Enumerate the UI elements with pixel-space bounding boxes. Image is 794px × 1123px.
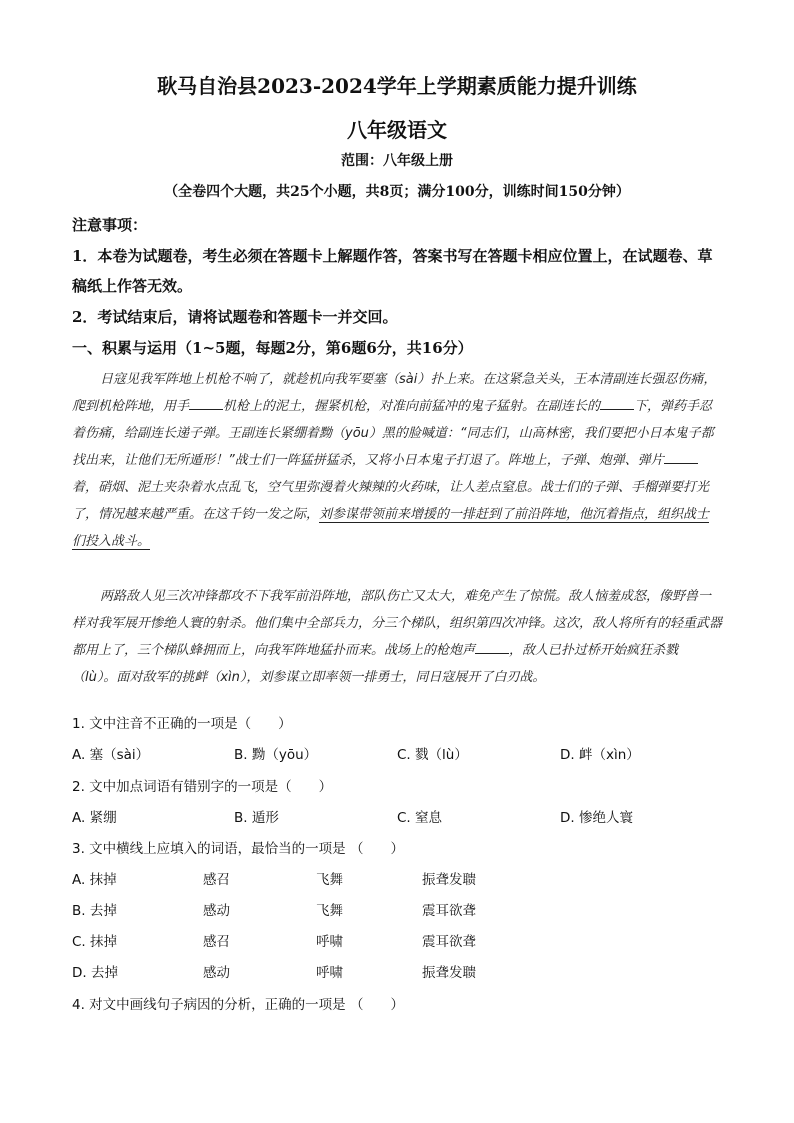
question-1-stem: 1. 文中注音不正确的一项是（ ） (72, 716, 292, 732)
option-word: A. 抹掉 (72, 872, 117, 888)
answer-blank (189, 397, 223, 410)
option-word: B. 去掉 (72, 903, 117, 919)
question-3-option-c[interactable] (72, 930, 722, 950)
underlined-sentence: 刘参谋带领前来增援的一排赶到了前沿阵地，他沉着指点，组织战士们投入战斗。 (72, 507, 710, 549)
exam-title: 耿马自治县2023-2024学年上学期素质能力提升训练 (157, 74, 637, 98)
question-2-stem: 2. 文中加点词语有错别字的一项是（ ） (72, 779, 333, 795)
option-word: 振聋发聩 (422, 965, 476, 981)
option-d[interactable]: D. 惨绝人寰 (560, 810, 633, 826)
passage-text: 着，硝烟、泥土夹杂着水点乱飞，空气里弥漫着火辣辣的火药味，让人差点窒息。战士们的子弹、手榴弹要打光了，情况越来越严重。在这千钧一发之际， (72, 480, 710, 522)
option-b[interactable]: B. 黝（yōu） (234, 747, 318, 763)
passage-text: 两路敌人见三次冲锋都攻不下我军前沿阵地，部队伤亡又太大，难免产生了惊慌。敌人恼羞成怒，像野兽一样对我军展开惨绝人寰的射杀。他们集中全部兵力，分三个梯队，组织第四次冲锋。这次，敌人将所有的轻重武器都用上了，三个梯队蜂拥而上，向我军阵地猛扑而来。战场上的枪炮声 (72, 589, 723, 658)
notes-heading: 注意事项： (72, 216, 148, 234)
passage-text: ，敌人已扑过桥开始疯狂杀戮（lù）。面对敌军的挑衅（xìn），刘参谋立即率领一排勇士，同日寇展开了白刃战。 (72, 643, 679, 685)
option-word: 感动 (203, 965, 230, 981)
question-3-option-b[interactable] (72, 899, 722, 919)
passage-text: 机枪上的泥土，握紧机枪，对准向前猛冲的鬼子猛射。在副连长的 (223, 399, 601, 414)
option-word: 震耳欲聋 (422, 934, 476, 950)
option-b[interactable]: B. 遁形 (234, 810, 279, 826)
option-word: 感召 (203, 872, 230, 888)
note-item-1: 1．本卷为试题卷，考生必须在答题卡上解题作答，答案书写在答题卡相应位置上，在试题卷、草稿纸上作答无效。 (72, 247, 713, 295)
passage-paragraph-2 (72, 583, 722, 691)
option-word: 振聋发聩 (422, 872, 476, 888)
question-3-stem: 3. 文中横线上应填入的词语，最恰当的一项是 （ ） (72, 841, 404, 857)
option-word: 呼啸 (316, 965, 343, 981)
option-word: 呼啸 (316, 934, 343, 950)
question-3-option-a[interactable] (72, 868, 722, 888)
option-a[interactable]: A. 紧绷 (72, 810, 117, 826)
option-a[interactable]: A. 塞（sài） (72, 747, 150, 763)
option-word: 感召 (203, 934, 230, 950)
option-word: 飞舞 (316, 872, 343, 888)
section-heading-1: 一、积累与运用（1~5题，每题2分，第6题6分，共16分） (72, 339, 473, 357)
option-word: 震耳欲聋 (422, 903, 476, 919)
question-2-options (72, 806, 722, 826)
exam-scope: 范围：八年级上册 (341, 153, 453, 169)
option-word: C. 抹掉 (72, 934, 118, 950)
option-word: 感动 (203, 903, 230, 919)
answer-blank (475, 641, 509, 654)
question-3-option-d[interactable] (72, 961, 722, 981)
question-1-options (72, 743, 722, 763)
option-c[interactable]: C. 戮（lù） (397, 747, 468, 763)
option-c[interactable]: C. 窒息 (397, 810, 443, 826)
passage-text: 日寇见我军阵地上机枪不响了，就趁机向我军要塞（sài）扑上来。在这紧急关头，王本清副连长强忍伤痛，爬到机枪阵地，用手 (72, 372, 717, 414)
exam-subject: 八年级语文 (347, 118, 447, 142)
passage-paragraph-1 (72, 366, 722, 555)
option-word: D. 去掉 (72, 965, 118, 981)
answer-blank (664, 451, 698, 464)
exam-info: （全卷四个大题，共25个小题，共8页；满分100分，训练时间150分钟） (164, 184, 630, 200)
option-word: 飞舞 (316, 903, 343, 919)
note-item-2: 2．考试结束后，请将试题卷和答题卡一并交回。 (72, 308, 398, 326)
option-d[interactable]: D. 衅（xìn） (560, 747, 640, 763)
passage-text: 下，弹药手忍着伤痛，给副连长递子弹。王副连长紧绷着黝（yōu）黑的脸喊道：“同志们，山高林密，我们要把小日本鬼子都找出来，让他们无所遁形！”战士们一阵猛拼猛杀，又将小日本鬼子打退了。阵地上，子弹、炮弹、弹片 (72, 399, 714, 468)
question-4-stem: 4. 对文中画线句子病因的分析，正确的一项是 （ ） (72, 997, 404, 1013)
answer-blank (600, 397, 634, 410)
